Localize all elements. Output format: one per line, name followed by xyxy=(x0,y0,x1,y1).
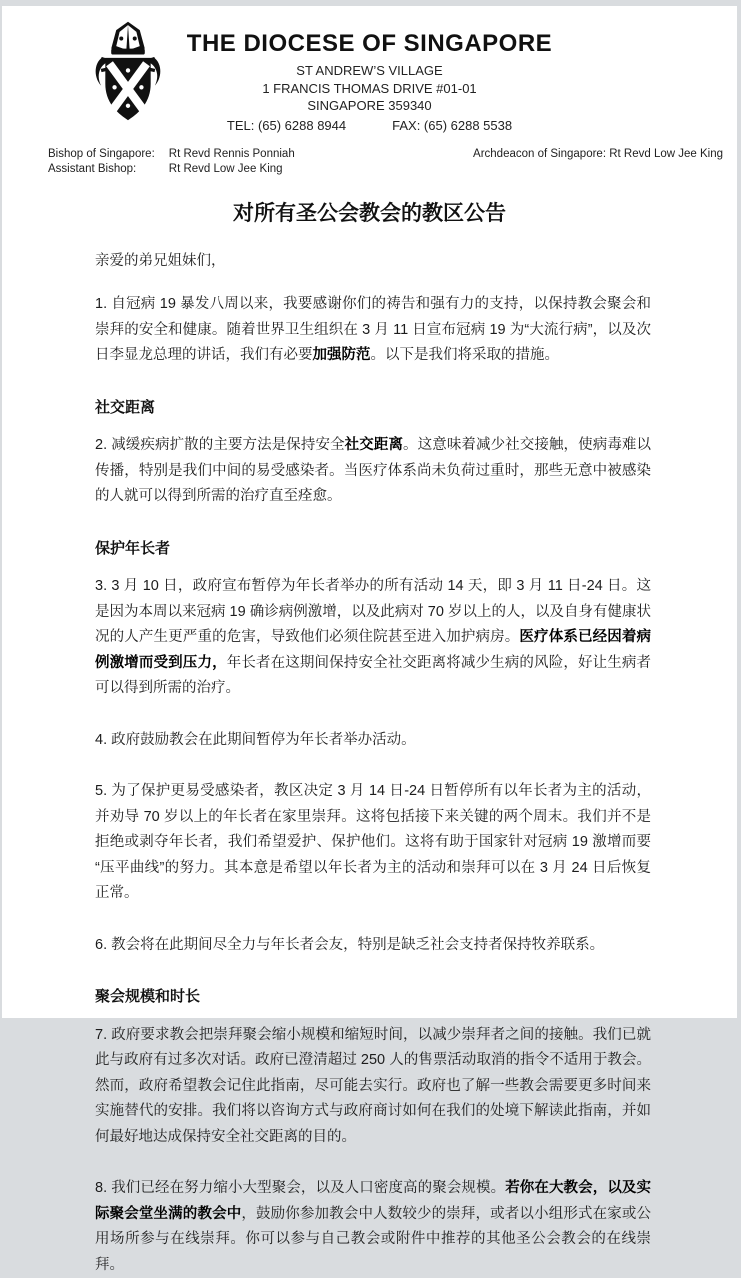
paragraph-1 xyxy=(95,292,651,369)
org-name: THE DIOCESE OF SINGAPORE xyxy=(2,30,737,58)
paragraph-7: 7. 政府要求教会把崇拜聚会缩小规模和缩短时间，以减少崇拜者之间的接触。我们已就此与政府有过多次对话。政府已澄清超过 250 人的售票活动取消的指令不适用于教会。然而，政府希望教会记住此指南，尽可能去实行。政府也了解一些教会需要更多时间来实施替代的安排。我们将以咨询方式与政府商讨如何在我们的处境下解读此指南，并如何最好地达成保持安全社交距离的目的。 xyxy=(95,1023,651,1151)
paragraph-3-bold: 医疗体系已经因着病例激增而受到压力， xyxy=(95,629,651,671)
document-page xyxy=(2,6,737,1018)
section-heading-social-distancing: 社交距离 xyxy=(95,395,651,421)
document-body xyxy=(2,227,737,1278)
paragraph-3-text-end: 年长者在这期间保持安全社交距离将减少生病的风险，好让生病者可以得到所需的治疗。 xyxy=(95,655,651,697)
paragraph-2-text: 2. 减缓疾病扩散的主要方法是保持安全 xyxy=(95,437,345,453)
paragraph-2 xyxy=(95,433,651,510)
paragraph-5: 5. 为了保护更易受感染者，教区决定 3 月 14 日-24 日暂停所有以年长者为主的活动，并劝导 70 岁以上的年长者在家里崇拜。这将包括接下来关键的两个周末。我们并不是拒绝或剥夺年长者，我们希望爱护、保护他们。这将有助于国家针对冠病 19 激增而要“压平曲线”的努力。其本意是希望以年长者为主的活动和崇拜可以在 3 月 24 日后恢复正常。 xyxy=(95,779,651,907)
diocese-crest-icon xyxy=(86,20,170,126)
paragraph-1-bold: 加强防范 xyxy=(313,347,371,363)
bishop-name: Rt Revd Rennis Ponniah xyxy=(169,147,295,162)
address-line-3: SINGAPORE 359340 xyxy=(2,97,737,115)
paragraph-3 xyxy=(95,574,651,702)
section-heading-protect-elderly: 保护年长者 xyxy=(95,536,651,562)
paragraph-4: 4. 政府鼓励教会在此期间暂停为年长者举办活动。 xyxy=(95,728,651,754)
paragraph-8-text: 8. 我们已经在努力缩小大型聚会，以及人口密度高的聚会规模。 xyxy=(95,1180,505,1196)
salutation: 亲爱的弟兄姐妹们， xyxy=(95,249,651,275)
bishop-label: Bishop of Singapore: xyxy=(48,147,155,162)
paragraph-1-text-end: 。以下是我们将采取的措施。 xyxy=(371,347,560,363)
document-title: 对所有圣公会教会的教区公告 xyxy=(2,197,737,227)
paragraph-8-bold: 若你在大教会，以及实际聚会堂坐满的教会中 xyxy=(95,1180,651,1222)
assistant-bishop-label: Assistant Bishop: xyxy=(48,162,155,177)
paragraph-3-text: 3. 3 月 10 日，政府宣布暂停为年长者举办的所有活动 14 天，即 3 月 11 日-24 日。这是因为本周以来冠病 19 确诊病例激增，以及此病对 70 岁以上的人，以及自身有健康状况的人产生更严重的危害，导致他们必须住院甚至进入加护病房。 xyxy=(95,578,651,645)
paragraph-2-bold: 社交距离 xyxy=(345,437,403,453)
paragraph-6: 6. 教会将在此期间尽全力与年长者会友，特别是缺乏社会支持者保持牧养联系。 xyxy=(95,933,651,959)
archdeacon-line: Archdeacon of Singapore: Rt Revd Low Jee King xyxy=(473,147,725,162)
officials-left xyxy=(48,147,295,177)
paragraph-8 xyxy=(95,1176,651,1278)
assistant-bishop-name: Rt Revd Low Jee King xyxy=(169,162,295,177)
fax-number: FAX: (65) 6288 5538 xyxy=(392,118,512,133)
paragraph-2-text-end: 。这意味着减少社交接触，使病毒难以传播，特别是我们中间的易受感染者。当医疗体系尚未负荷过重时，那些无意中被感染的人就可以得到所需的治疗直至痊愈。 xyxy=(95,437,651,504)
officials-row xyxy=(2,133,737,177)
letterhead xyxy=(2,6,737,133)
section-heading-gathering-size: 聚会规模和时长 xyxy=(95,984,651,1010)
paragraph-1-text: 1. 自冠病 19 暴发八周以来，我要感谢你们的祷告和强有力的支持，以保持教会聚会和崇拜的安全和健康。随着世界卫生组织在 3 月 11 日宣布冠病 19 为“大流行病”，以及次日李显龙总理的讲话，我们有必要 xyxy=(95,296,651,363)
address-line-2: 1 FRANCIS THOMAS DRIVE #01-01 xyxy=(2,80,737,98)
telephone-number: TEL: (65) 6288 8944 xyxy=(227,118,346,133)
paragraph-8-text-end: ，鼓励你参加教会中人数较少的崇拜，或者以小组形式在家或公用场所参与在线崇拜。你可以参与自己教会或附件中推荐的其他圣公会教会的在线崇拜。 xyxy=(95,1206,651,1273)
address-line-1: ST ANDREW’S VILLAGE xyxy=(2,62,737,80)
